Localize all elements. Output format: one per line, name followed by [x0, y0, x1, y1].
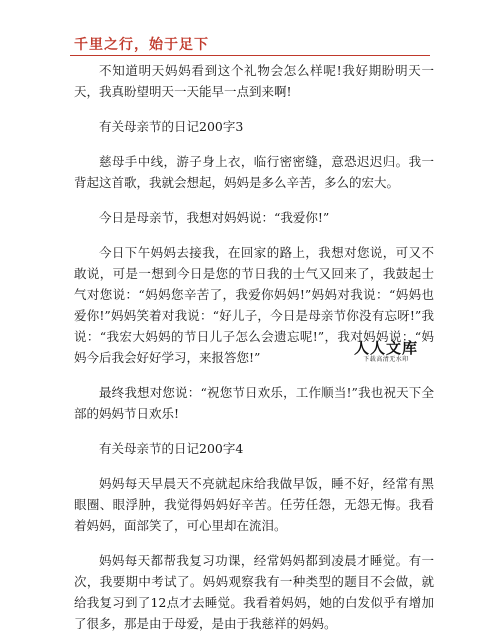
- running-header: 千里之行，始于足下: [74, 37, 209, 53]
- paragraph-1: 不知道明天妈妈看到这个礼物会怎么样呢!我好期盼明天一天，我真盼望明天一天能早一点到来啊!: [74, 63, 434, 99]
- paragraph-3: 今日是母亲节，我想对妈妈说：“我爱你!”: [99, 210, 330, 225]
- header-divider: [70, 55, 430, 56]
- section-title-3: 有关母亲节的日记200字3: [99, 119, 244, 134]
- section-title-4: 有关母亲节的日记200字4: [99, 441, 244, 456]
- paragraph-5: 最终我想对您说：“祝您节日欢乐，工作顺当!”我也祝天下全部的妈妈节日欢乐!: [74, 385, 434, 421]
- watermark-title: 人人文库: [353, 339, 418, 357]
- paragraph-4: 今日下午妈妈去接我，在回家的路上，我想对您说，可又不敢说，可是一想到今日是您的节日我的士气又回来了，我鼓起士气对您说：“妈妈您辛苦了，我爱你妈妈!”妈妈对我说：“妈妈也爱你!”妈妈笑着对我说：“好儿子，今日是母亲节你没有忘呀!”我说：“我宏大妈妈的节日儿子怎么会遗忘呢!”，我对妈妈说：“妈妈今后我会好好学习，来报答您!”: [74, 245, 434, 365]
- watermark-subtitle: 下载高清无水印: [363, 356, 409, 363]
- paragraph-7: 妈妈每天都帮我复习功课，经常妈妈都到凌晨才睡觉。有一次，我要期中考试了。妈妈观察我有一种类型的题目不会做，就给我复习到了12点才去睡觉。我看着妈妈，她的白发似乎有增加了很多，那是由于母爱，是由于我慈祥的妈妈。: [74, 553, 434, 631]
- watermark: [326, 340, 446, 364]
- paragraph-2: 慈母手中线，游子身上衣，临行密密缝，意恐迟迟归。我一背起这首歌，我就会想起，妈妈是多么辛苦，多么的宏大。: [74, 154, 434, 190]
- paragraph-6: 妈妈每天早晨天不亮就起床给我做早饭，睡不好，经常有黑眼圈、眼浮肿，我觉得妈妈好辛苦。任劳任怨，无怨无悔。我看着妈妈，面部笑了，可心里却在流泪。: [74, 476, 434, 533]
